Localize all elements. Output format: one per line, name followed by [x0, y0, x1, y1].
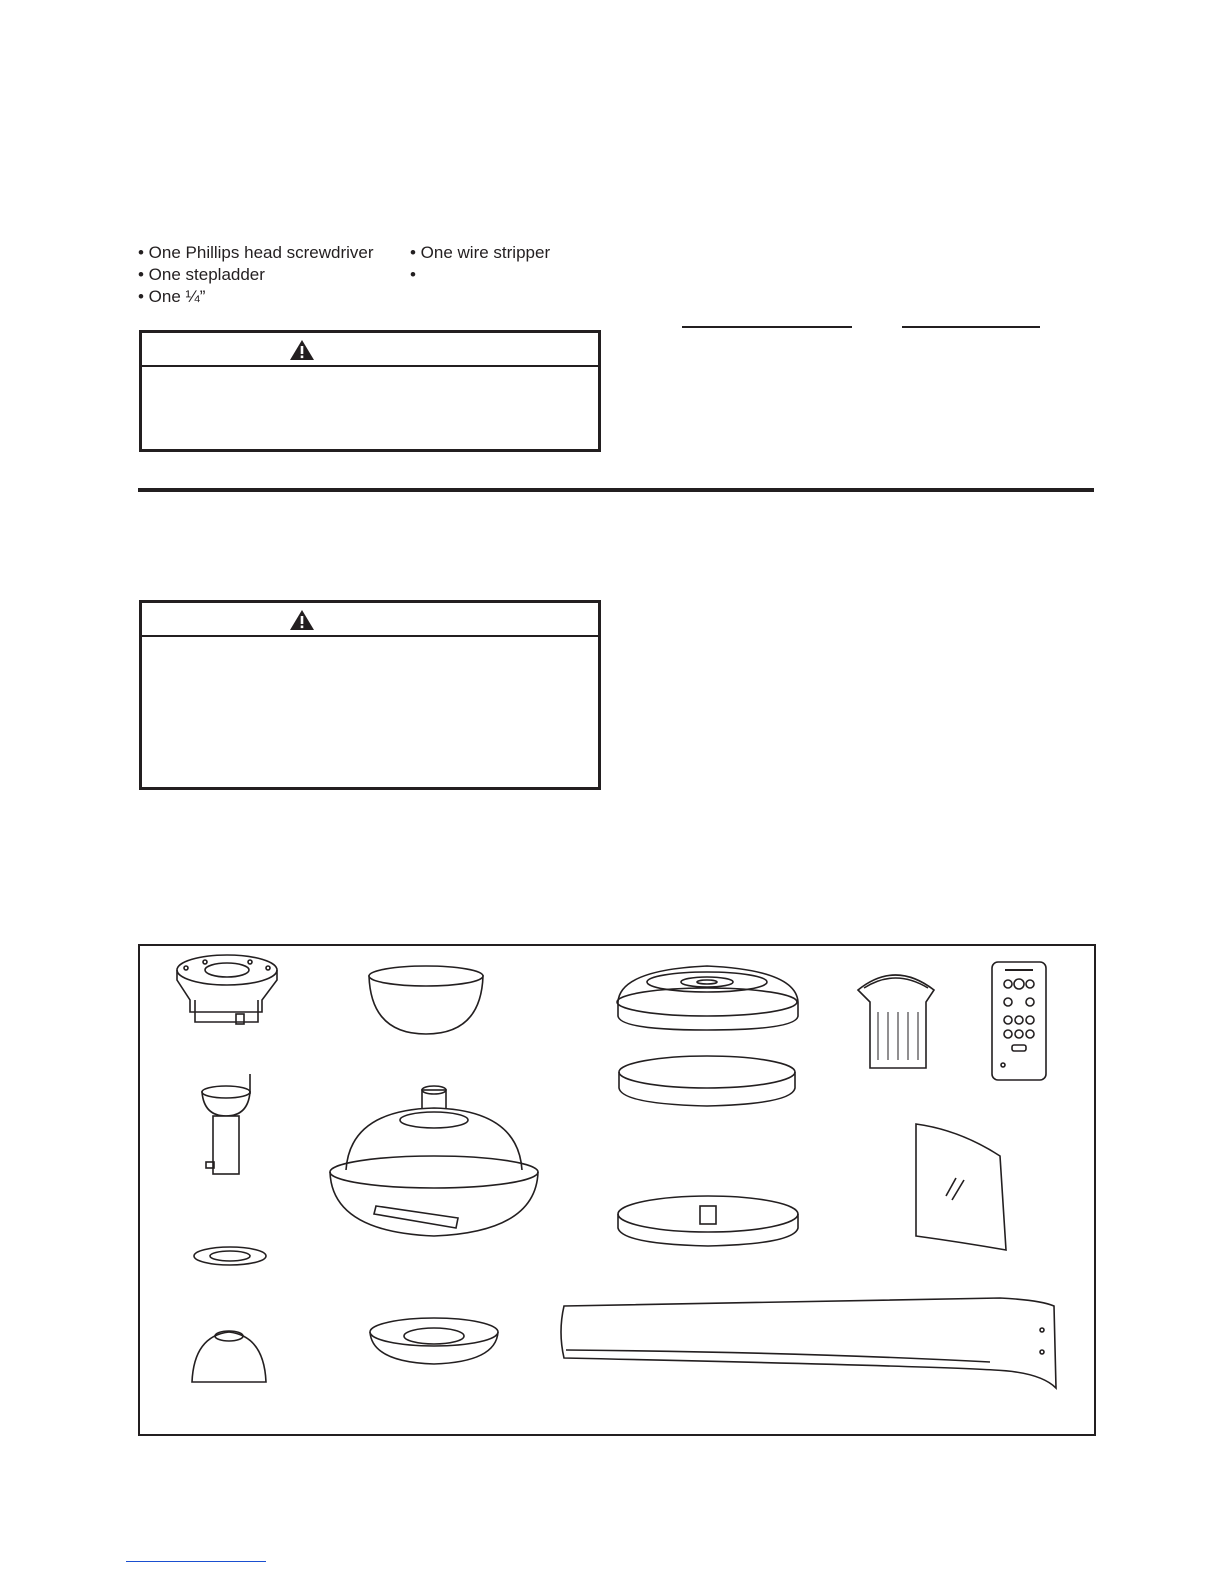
- remote-control-icon: [992, 962, 1046, 1080]
- tool-item: • One ¼”: [138, 287, 206, 306]
- blade-icon: [561, 1298, 1056, 1388]
- mounting-bracket-icon: [177, 955, 277, 1024]
- tool-item: • One stepladder: [138, 265, 265, 284]
- link-underline[interactable]: [126, 1561, 266, 1562]
- wall-control-icon: [858, 975, 934, 1068]
- tool-item: •: [410, 265, 416, 284]
- light-pan-icon: [370, 1318, 498, 1364]
- downrod-icon: [202, 1074, 250, 1174]
- trim-ring-icon: [619, 1056, 795, 1106]
- motor-assembly-icon: [330, 1086, 538, 1236]
- canopy-icon: [369, 966, 483, 1034]
- coupling-cover-icon: [194, 1247, 266, 1265]
- tool-item: • One Phillips head screwdriver: [138, 243, 374, 262]
- housing-cover-icon: [617, 966, 798, 1030]
- yoke-cover-icon: [192, 1331, 266, 1382]
- tool-item: • One wire stripper: [410, 243, 551, 262]
- trim-ring-2-icon: [618, 1196, 798, 1246]
- hardware-bag-icon: [916, 1124, 1006, 1250]
